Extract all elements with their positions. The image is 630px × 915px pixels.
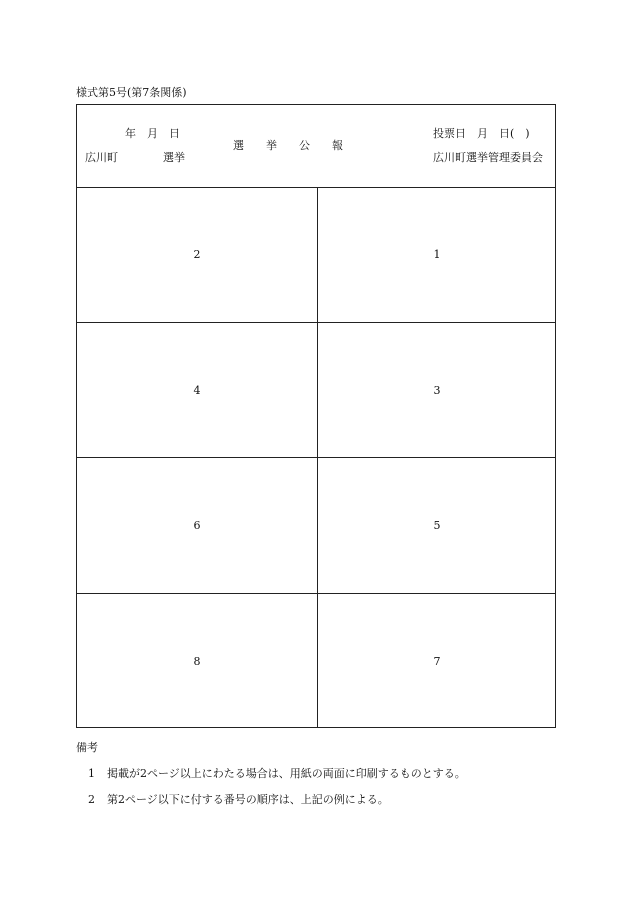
page-cell-number: 5 — [433, 519, 441, 532]
row-divider — [77, 593, 555, 594]
note-number: 2 — [88, 793, 95, 806]
header-title: 選 挙 公 報 — [233, 139, 343, 152]
page-cell-number: 2 — [193, 248, 201, 261]
page-cell-number: 1 — [433, 248, 441, 261]
header-election: 選挙 — [163, 151, 185, 164]
header-divider — [77, 187, 555, 188]
header-date: 年 月 日 — [125, 127, 180, 140]
note-number: 1 — [88, 767, 95, 780]
note-item — [88, 765, 466, 781]
page-cell-number: 7 — [433, 655, 441, 668]
header-committee: 広川町選挙管理委員会 — [433, 151, 543, 164]
note-text: 第2ページ以下に付する番号の順序は、上記の例による。 — [107, 793, 389, 806]
page-cell-number: 6 — [193, 519, 201, 532]
row-divider — [77, 322, 555, 323]
form-number-label: 様式第5号(第7条関係) — [76, 86, 187, 99]
page-cell-number: 4 — [193, 384, 201, 397]
header-town: 広川町 — [85, 151, 118, 164]
note-item — [88, 791, 389, 807]
row-divider — [77, 457, 555, 458]
election-bulletin-form — [76, 104, 556, 728]
page-cell-number: 8 — [193, 655, 201, 668]
page-cell-number: 3 — [433, 384, 441, 397]
notes-title: 備考 — [76, 741, 98, 754]
header-voting-day: 投票日 月 日( ) — [433, 127, 530, 140]
note-text: 掲載が2ページ以上にわたる場合は、用紙の両面に印刷するものとする。 — [107, 767, 466, 780]
